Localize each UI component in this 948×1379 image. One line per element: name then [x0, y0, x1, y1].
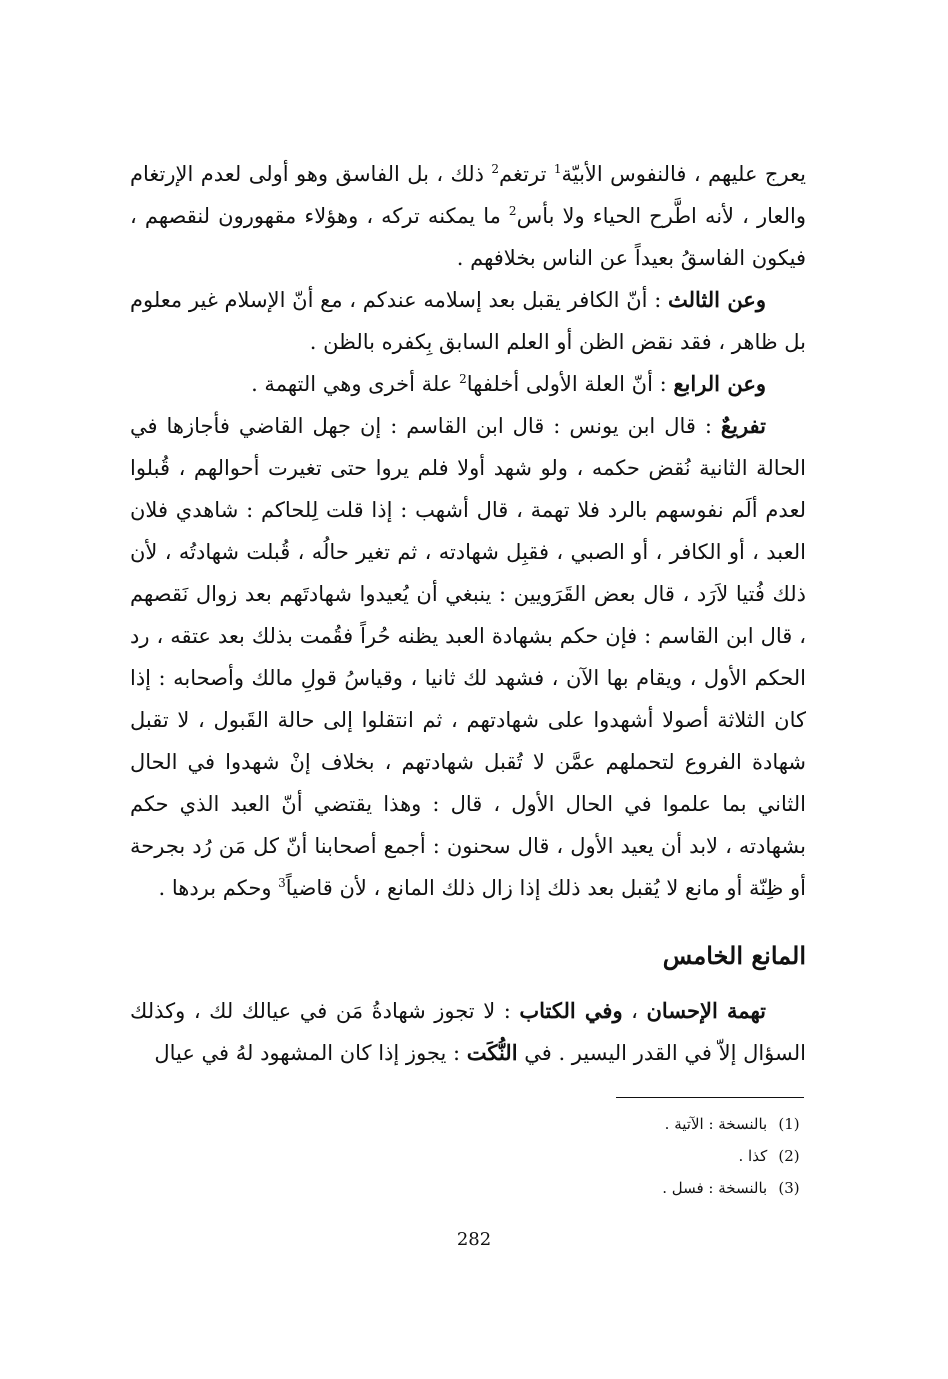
footnote-marker: 3 [278, 876, 286, 890]
footnote-separator [616, 1097, 804, 1098]
closing-text [130, 990, 806, 1074]
section-heading: المانع الخامس [662, 941, 806, 970]
text-run: ما يمكنه تركه ، وهؤلاء مقهورون لنقصهم ، فيكون الفاسقُ بعيداً عن الناس بخلافهم . [130, 204, 806, 270]
bold-term: النُّكَت [466, 1040, 518, 1065]
text-run: : أنّ العلة الأولى أخلفها [466, 372, 674, 396]
text-run: ذلك ، بل الفاسق وهو أولى لعدم الإرتغام والعار ، لأنه اطَّرح الحياء ولا بأس [130, 162, 806, 228]
text-run: : قال ابن يونس : قال ابن القاسم : إن جهل القاضي فأجازها في الحالة الثانية نُقض حكمه ، ولو شهد أولا فلم يروا حتى تغيرت أحوالهم ، قُبلوا لعدم ألَم نفوسهم بالرد فلا تهمة ، قال أشهب : إذا قلت لِلحاكم : شاهدي فلان العبد ، أو الكافر ، أو الصبي ، فقبِل شهادته ، ثم تغير حالُه ، قُبلت شهادتُه ، لأن ذلك فُتيا لاَرَد ، قال بعض القَرَويين : ينبغي أن يُعيدوا شهادتَهم بعد زوال نَقصهم ، قال ابن القاسم : فإن حكم بشهادة العبد يظنه حُراً فقُمت بذلك بعد عتقه ، رد الحكم الأول ، ويقام بها الآن ، فشهد لك ثانيا ، وقياسُ قولِ مالك وأصحابه : إذا كان الثلاثة أصولا أشهدوا على شهادتهم ، ثم انتقلوا إلى حالة القَبول ، لا تقبل شهادة الفروع لتحملهم عمَّن لا تُقبل شهادتهم ، بخلاف إنْ شهدوا في الحال الثاني بما علموا في الحال الأول ، قال : وهذا يقتضي أنّ العبد الذي حكم بشهادته ، لابد أن يعيد الأول ، قال سحنون : أجمع أصحابنا أنّ كل مَن رُد بجرحة أو ظِنّة أو مانع لا يُقبل بعد ذلك إذا زال ذلك المانع ، لأن قاضياً [130, 414, 806, 900]
paragraph-lead: تفريعٌ [720, 413, 766, 438]
text-run: : لا تجوز شهادةُ مَن في عيالك لك ، وكذلك السؤال إلاّ في القدر اليسير . في [130, 999, 806, 1065]
footnote-marker: 2 [508, 204, 517, 218]
footnote-text: بالنسخة : فسل . [662, 1179, 768, 1197]
footnote-number: (3) [778, 1179, 800, 1197]
footnote-text: بالنسخة : الآتية . [664, 1115, 768, 1133]
paragraph-lead: وعن الرابع [673, 371, 766, 396]
footnote [500, 1172, 806, 1204]
bold-term: وفي الكتاب [519, 998, 623, 1023]
footnote-marker: 2 [491, 162, 500, 176]
paragraph [130, 405, 806, 909]
paragraph [130, 279, 806, 363]
page-number: 282 [456, 1229, 492, 1250]
main-text [130, 153, 806, 909]
paragraph-lead: وعن الثالث [667, 287, 766, 312]
footnote [500, 1140, 806, 1172]
text-run: : أنّ الكافر يقبل بعد إسلامه عندكم ، مع أنّ الإسلام غير معلوم بل ظاهر ، فقد نقض الظن أو العلم السابق بِكفره بالظن . [130, 288, 806, 354]
text-run: ترتغم [499, 162, 554, 186]
paragraph [130, 153, 806, 279]
text-run: وحكم بردها . [158, 876, 279, 900]
paragraph [130, 363, 806, 405]
paragraph-lead: تهمة الإحسان [646, 998, 766, 1023]
footnote [500, 1108, 806, 1140]
text-run: ، [622, 999, 647, 1023]
footnote-number: (1) [778, 1115, 800, 1133]
footnote-number: (2) [778, 1147, 800, 1165]
footnote-marker: 1 [553, 162, 562, 176]
footnotes [500, 1108, 806, 1204]
text-run: علة أخرى وهي التهمة . [251, 372, 460, 396]
text-run: : يجوز إذا كان المشهود لهُ في عيال [154, 1041, 467, 1065]
closing-paragraph [130, 990, 806, 1074]
text-run: يعرج عليهم ، فالنفوس الأبيّة [561, 162, 807, 186]
footnote-marker: 2 [459, 372, 467, 386]
footnote-text: كذا . [738, 1147, 768, 1165]
